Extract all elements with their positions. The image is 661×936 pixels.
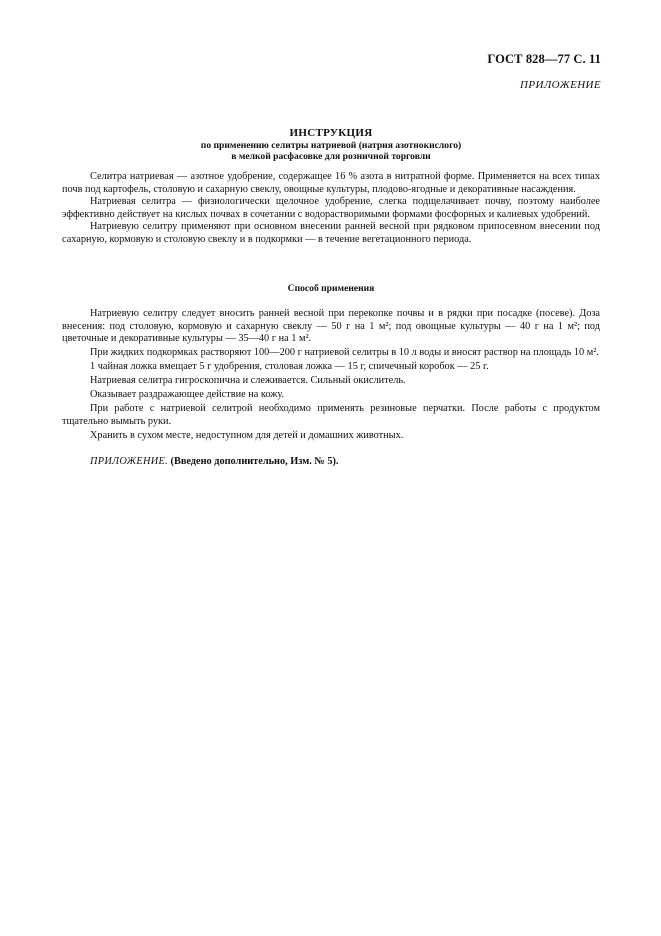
intro-paragraph: Натриевую селитру применяют при основном внесении ранней весной при рядковом припосевном внесении под сахарную, кормовую и столовую свеклу и в подкормки — в течение вегетационного периода. <box>62 221 600 245</box>
usage-paragraph-measures: 1 чайная ложка вмещает 5 г удобрения, столовая ложка — 15 г, спичечный коробок — 25 г. <box>90 361 489 372</box>
appendix-label: ПРИЛОЖЕНИЕ <box>520 79 601 91</box>
amendment-note <box>90 456 339 467</box>
usage-paragraph-hygroscopic: Натриевая селитра гигроскопична и слеживается. Сильный окислитель. <box>90 375 406 386</box>
usage-paragraph-liquid: При жидких подкормках растворяют 100—200 г натриевой селитры в 10 л воды и вносят раствор на площадь 10 м². <box>90 347 599 358</box>
standard-page-number: ГОСТ 828—77 С. 11 <box>487 52 601 66</box>
usage-heading: Способ применения <box>287 283 375 294</box>
title-line-2: в мелкой расфасовке для розничной торговли <box>231 151 431 162</box>
usage-paragraph-storage: Хранить в сухом месте, недоступном для детей и домашних животных. <box>90 429 404 441</box>
usage-paragraph-irritant: Оказывает раздражающее действие на кожу. <box>90 389 285 400</box>
title-line-1: по применению селитры натриевой (натрия азотнокислого) <box>200 140 462 151</box>
intro-paragraph: Селитра натриевая — азотное удобрение, содержащее 16 % азота в нитратной форме. Применяется на всех типах почв под картофель, столовую и сахарную свеклу, овощные культуры, плодово-ягодные и декоративные насаждения. <box>62 171 600 195</box>
instruction-title <box>62 127 600 162</box>
intro-paragraph: Натриевая селитра — физиологически щелочное удобрение, слегка подщелачивает почву, поэтому наиболее эффективно действует на кислых почвах в сочетании с водорастворимыми формами фосфорных и калиевых удобрений. <box>62 196 600 220</box>
amendment-label: ПРИЛОЖЕНИЕ. <box>90 456 168 467</box>
usage-section <box>62 308 600 442</box>
amendment-text: (Введено дополнительно, Изм. № 5). <box>170 456 339 467</box>
title-main: ИНСТРУКЦИЯ <box>289 127 373 139</box>
usage-paragraph-dosage: Натриевую селитру следует вносить ранней весной при перекопке почвы и в рядки при посадке (посеве). Доза внесения: под столовую, кормовую и сахарную свеклу — 50 г на 1 м²; под овощные культуры — 40 г на 1 м²; под цветочные и декоративные культуры — 35—40 г на 1 м². <box>62 308 600 344</box>
intro-section <box>62 171 600 246</box>
usage-paragraph-gloves: При работе с натриевой селитрой необходимо применять резиновые перчатки. После работы с продуктом тщательно вымыть руки. <box>62 403 600 427</box>
